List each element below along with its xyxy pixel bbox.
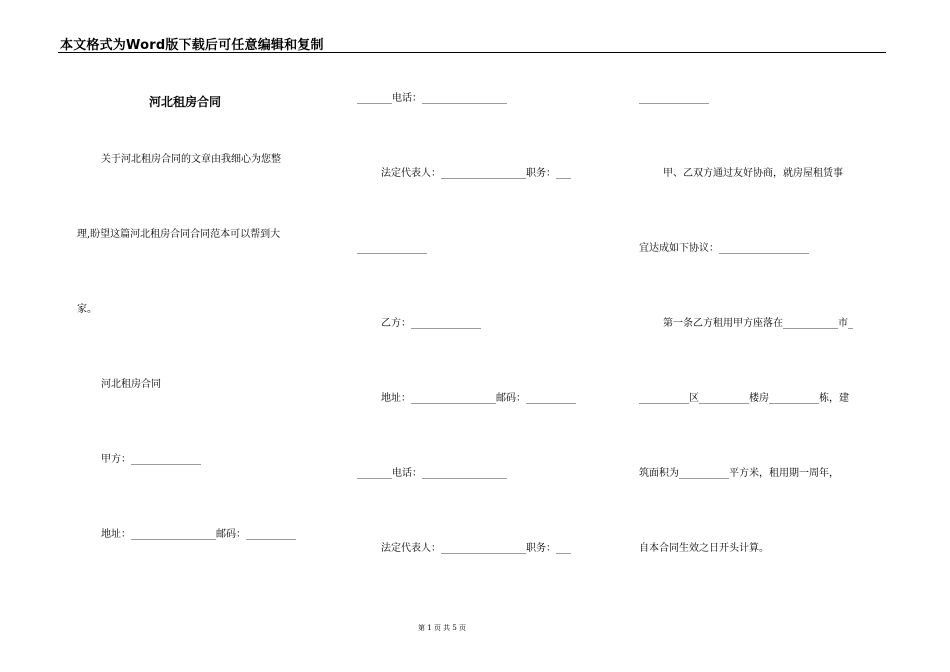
body-line: 理,盼望这篇河北租房合同合同范本可以帮到大 — [77, 229, 281, 240]
body-line: _______电话：_________________ — [357, 468, 507, 479]
body-line: _______电话：_________________ — [357, 93, 507, 104]
body-line: 第一条乙方租用甲方座落在___________市_ — [663, 318, 853, 329]
body-line: 宜达成如下协议：__________________ — [639, 243, 809, 254]
header-divider — [58, 52, 886, 53]
body-line: 法定代表人：_________________职务：___ — [381, 543, 571, 554]
body-line: 地址：_________________邮码：__________ — [101, 529, 296, 540]
page-title: 河北租房合同 — [149, 95, 222, 109]
body-line: 法定代表人：_________________职务：___ — [381, 168, 571, 179]
body-line: 甲方：______________ — [101, 454, 201, 465]
body-line: 自本合同生效之日开头计算。 — [639, 543, 769, 554]
body-line: 筑面积为__________平方米，租用期一周年， — [639, 468, 839, 479]
document-header: 本文格式为Word版下载后可任意编辑和复制 — [60, 38, 324, 53]
body-line: ______________ — [357, 243, 427, 254]
body-line: 家。 — [77, 304, 97, 315]
body-line: 甲、乙双方通过友好协商，就房屋租赁事 — [663, 168, 843, 179]
body-line: 关于河北租房合同的文章由我细心为您整 — [101, 154, 281, 165]
body-line: __________区__________楼房__________栋，建 — [639, 393, 849, 404]
body-line: 河北租房合同 — [101, 379, 161, 390]
body-line: ______________ — [639, 93, 709, 104]
body-line: 乙方：______________ — [381, 318, 481, 329]
page-number: 第 1 页 共 5 页 — [417, 624, 467, 632]
body-line: 地址：_________________邮码：__________ — [381, 393, 576, 404]
